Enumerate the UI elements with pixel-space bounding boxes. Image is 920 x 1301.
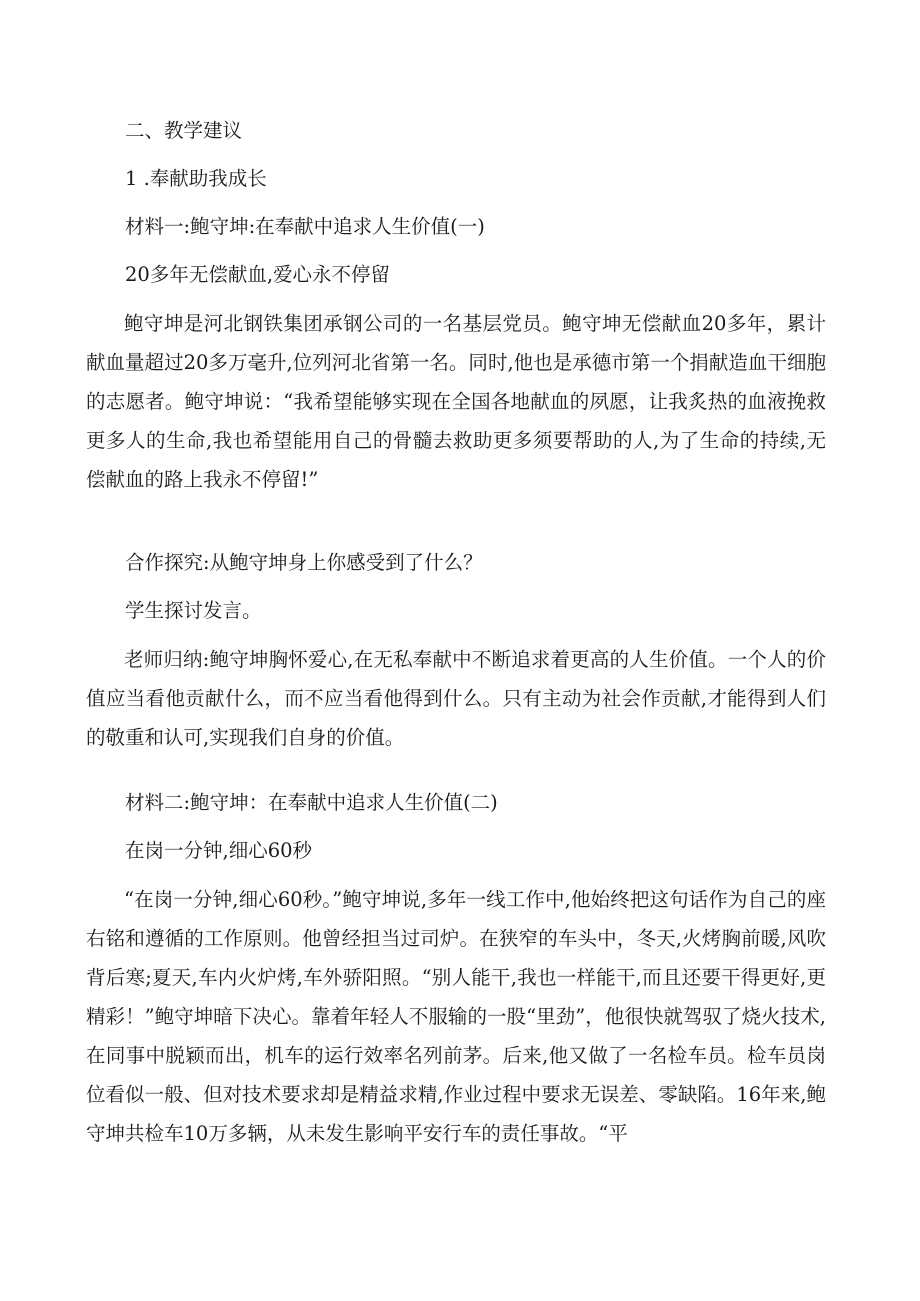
material-two-title: 材料二:鲍守坤：在奉献中追求人生价值(二) [125,791,498,814]
subheading: 1 .奉献助我成长 [125,167,267,190]
material-one-title: 材料一:鲍守坤:在奉献中追求人生价值(一) [125,215,485,238]
material-one-subtitle: 20多年无偿献血,爱心永不停留 [125,263,391,286]
material-one-body: 鲍守坤是河北钢铁集团承钢公司的一名基层党员。鲍守坤无偿献血20多年，累计献血量超过20多万毫升,位列河北省第一名。同时,他也是承德市第一个捐献造血干细胞的志愿者。鲍守坤说：“我希望能够实现在全国各地献血的夙愿，让我炙热的血液挽救更多人的生命,我也希望能用自己的骨髓去救助更多须要帮助的人,为了生命的持续,无偿献血的路上我永不停留!” [86,312,826,491]
section-heading: 二、教学建议 [125,119,243,142]
cooperation-question: 合作探究:从鲍守坤身上你感受到了什么？ [125,551,483,574]
teacher-summary: 老师归纳:鲍守坤胸怀爱心,在无私奉献中不断追求着更高的人生价值。一个人的价值应当看他贡献什么，而不应当看他得到什么。只有主动为社会作贡献,才能得到人们的敬重和认可,实现我们自身的价值。 [86,648,826,749]
material-two-body: “在岗一分钟,细心60秒。”鲍守坤说,多年一线工作中,他始终把这句话作为自己的座右铭和遵循的工作原则。他曾经担当过司炉。在狭窄的车头中，冬天,火烤胸前暖,风吹背后寒;夏天,车内火炉烤,车外骄阳照。“别人能干,我也一样能干,而且还要干得更好,更精彩！”鲍守坤暗下决心。靠着年轻人不服输的一股“里劲”，他很快就驾驭了烧火技术,在同事中脱颖而出，机车的运行效率名列前茅。后来,他又做了一名检车员。检车员岗位看似一般、但对技术要求却是精益求精,作业过程中要求无误差、零缺陷。16年来,鲍守坤共检车10万多辆，从未发生影响平安行车的责任事故。“平 [86,888,826,1145]
student-discussion: 学生探讨发言。 [125,599,262,622]
material-two-subtitle: 在岗一分钟,细心60秒 [125,839,313,862]
